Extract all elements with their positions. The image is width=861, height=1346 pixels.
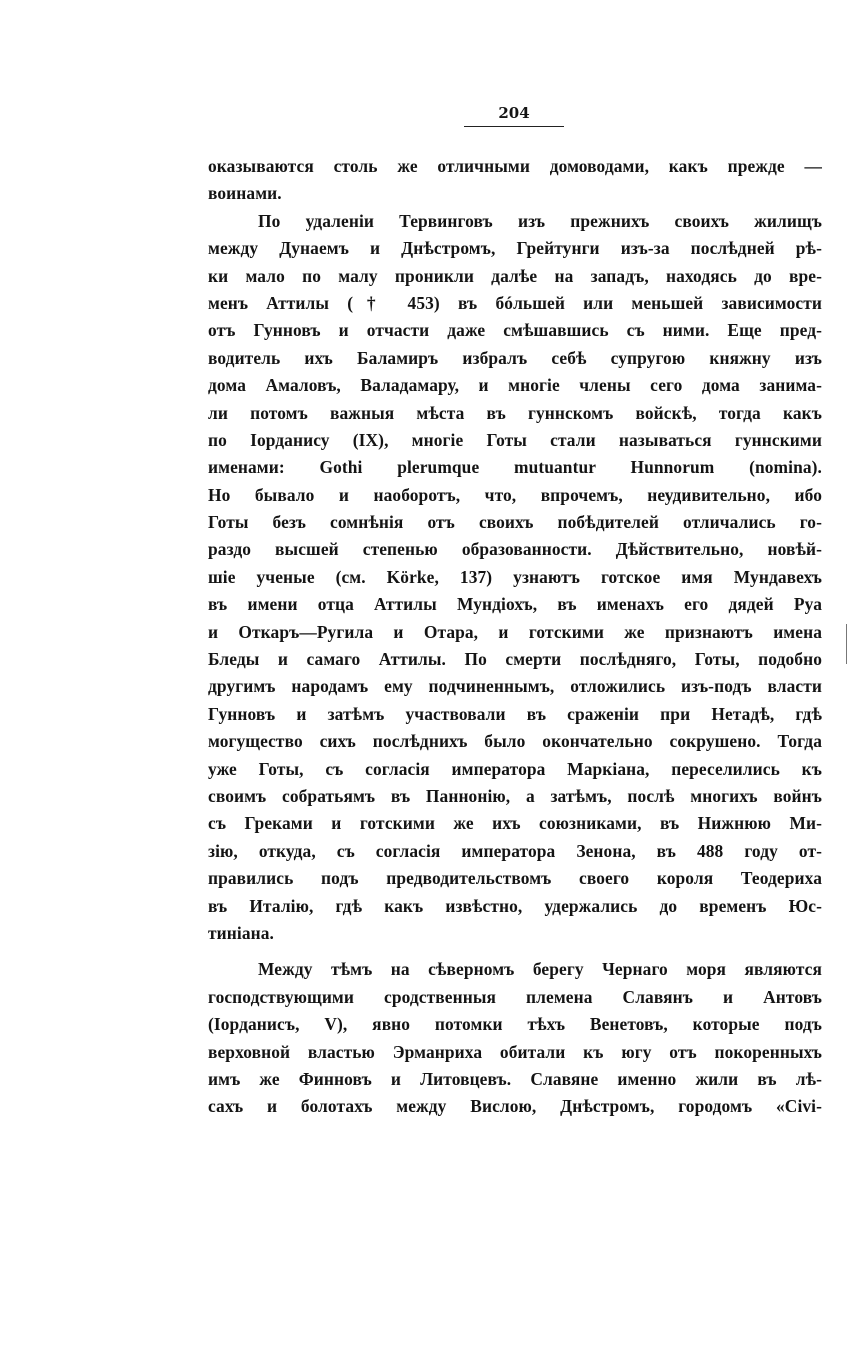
text-line: своимъ собратьямъ въ Паннонію, а затѣмъ, послѣ многихъ войнъ bbox=[208, 785, 822, 806]
text-line: Готы безъ сомнѣнія отъ своихъ побѣдителей отличались го- bbox=[208, 512, 822, 533]
text-line: верховной властью Эрманриха обитали къ югу отъ покоренныхъ bbox=[208, 1041, 822, 1062]
text-line: оказываются столь же отличными домоводами, какъ прежде — bbox=[208, 156, 822, 176]
text-line: уже Готы, съ согласія императора Маркіана, переселились къ bbox=[208, 758, 822, 779]
text-line: имъ же Финновъ и Литовцевъ. Славяне именно жили въ лѣ- bbox=[208, 1068, 822, 1089]
text-line: отъ Гунновъ и отчасти даже смѣшавшись съ ними. Еще пред- bbox=[208, 320, 822, 341]
text-line: шіе ученые (см. Körke, 137) узнаютъ готское имя Мундавехъ bbox=[208, 566, 822, 587]
text-line: господствующими сродственныя племена Славянъ и Антовъ bbox=[208, 986, 822, 1007]
text-line: именами: Gothi plerumque mutuantur Hunnorum (nomina). bbox=[208, 457, 822, 478]
text-line: По удаленіи Тервинговъ изъ прежнихъ своихъ жилищъ bbox=[258, 210, 822, 231]
text-line: Между тѣмъ на сѣверномъ берегу Чернаго моря являются bbox=[258, 959, 822, 980]
text-line: Бледы и самаго Аттилы. По смерти послѣдняго, Готы, подобно bbox=[208, 649, 822, 670]
text-line: раздо высшей степенью образованности. Дѣйствительно, новѣй- bbox=[208, 539, 822, 560]
text-line: другимъ народамъ ему подчиненнымъ, отложились изъ-подъ власти bbox=[208, 676, 822, 697]
text-line: ли потомъ важныя мѣста въ гуннскомъ войскѣ, тогда какъ bbox=[208, 402, 822, 423]
text-line: дома Амаловъ, Валадамару, и многіе члены сего дома занима- bbox=[208, 375, 822, 396]
text-line: воинами. bbox=[208, 183, 282, 204]
text-line: менъ Аттилы († 453) въ бóльшей или меньшей зависимости bbox=[208, 292, 822, 313]
text-line: тиніана. bbox=[208, 922, 274, 943]
text-line: по Іорданису (IX), многіе Готы стали называться гуннскими bbox=[208, 429, 822, 450]
body-text bbox=[208, 153, 822, 1121]
page-number: 204 bbox=[464, 104, 564, 127]
text-line: водитель ихъ Баламиръ избралъ себѣ супругою княжну изъ bbox=[208, 347, 822, 368]
text-line: (Іорданисъ, V), явно потомки тѣхъ Венетовъ, которые подъ bbox=[208, 1014, 822, 1035]
text-line: могущество сихъ послѣднихъ было окончательно сокрушено. Тогда bbox=[208, 731, 822, 752]
text-line: зію, откуда, съ согласія императора Зенона, въ 488 году от- bbox=[208, 840, 822, 861]
text-line: въ имени отца Аттилы Мундіохъ, въ именахъ его дядей Руа bbox=[208, 594, 822, 615]
text-line: съ Греками и готскими же ихъ союзниками, въ Нижнюю Ми- bbox=[208, 813, 822, 834]
text-line: въ Италію, гдѣ какъ извѣстно, удержались до временъ Юс- bbox=[208, 895, 822, 916]
text-line: ки мало по малу проникли далѣе на западъ, находясь до вре- bbox=[208, 265, 822, 286]
margin-mark bbox=[846, 624, 847, 664]
text-line: и Откаръ—Ругила и Отара, и готскими же признаютъ имена bbox=[208, 621, 822, 642]
text-line: сахъ и болотахъ между Вислою, Днѣстромъ, городомъ «Civi- bbox=[208, 1096, 822, 1117]
text-line: Но бывало и наоборотъ, что, впрочемъ, неудивительно, ибо bbox=[208, 484, 822, 505]
text-line: между Дунаемъ и Днѣстромъ, Грейтунги изъ-за послѣдней рѣ- bbox=[208, 238, 822, 259]
text-line: Гунновъ и затѣмъ участвовали въ сраженіи при Нетадѣ, гдѣ bbox=[208, 703, 822, 724]
text-line: правились подъ предводительствомъ своего короля Теодериха bbox=[208, 868, 822, 889]
